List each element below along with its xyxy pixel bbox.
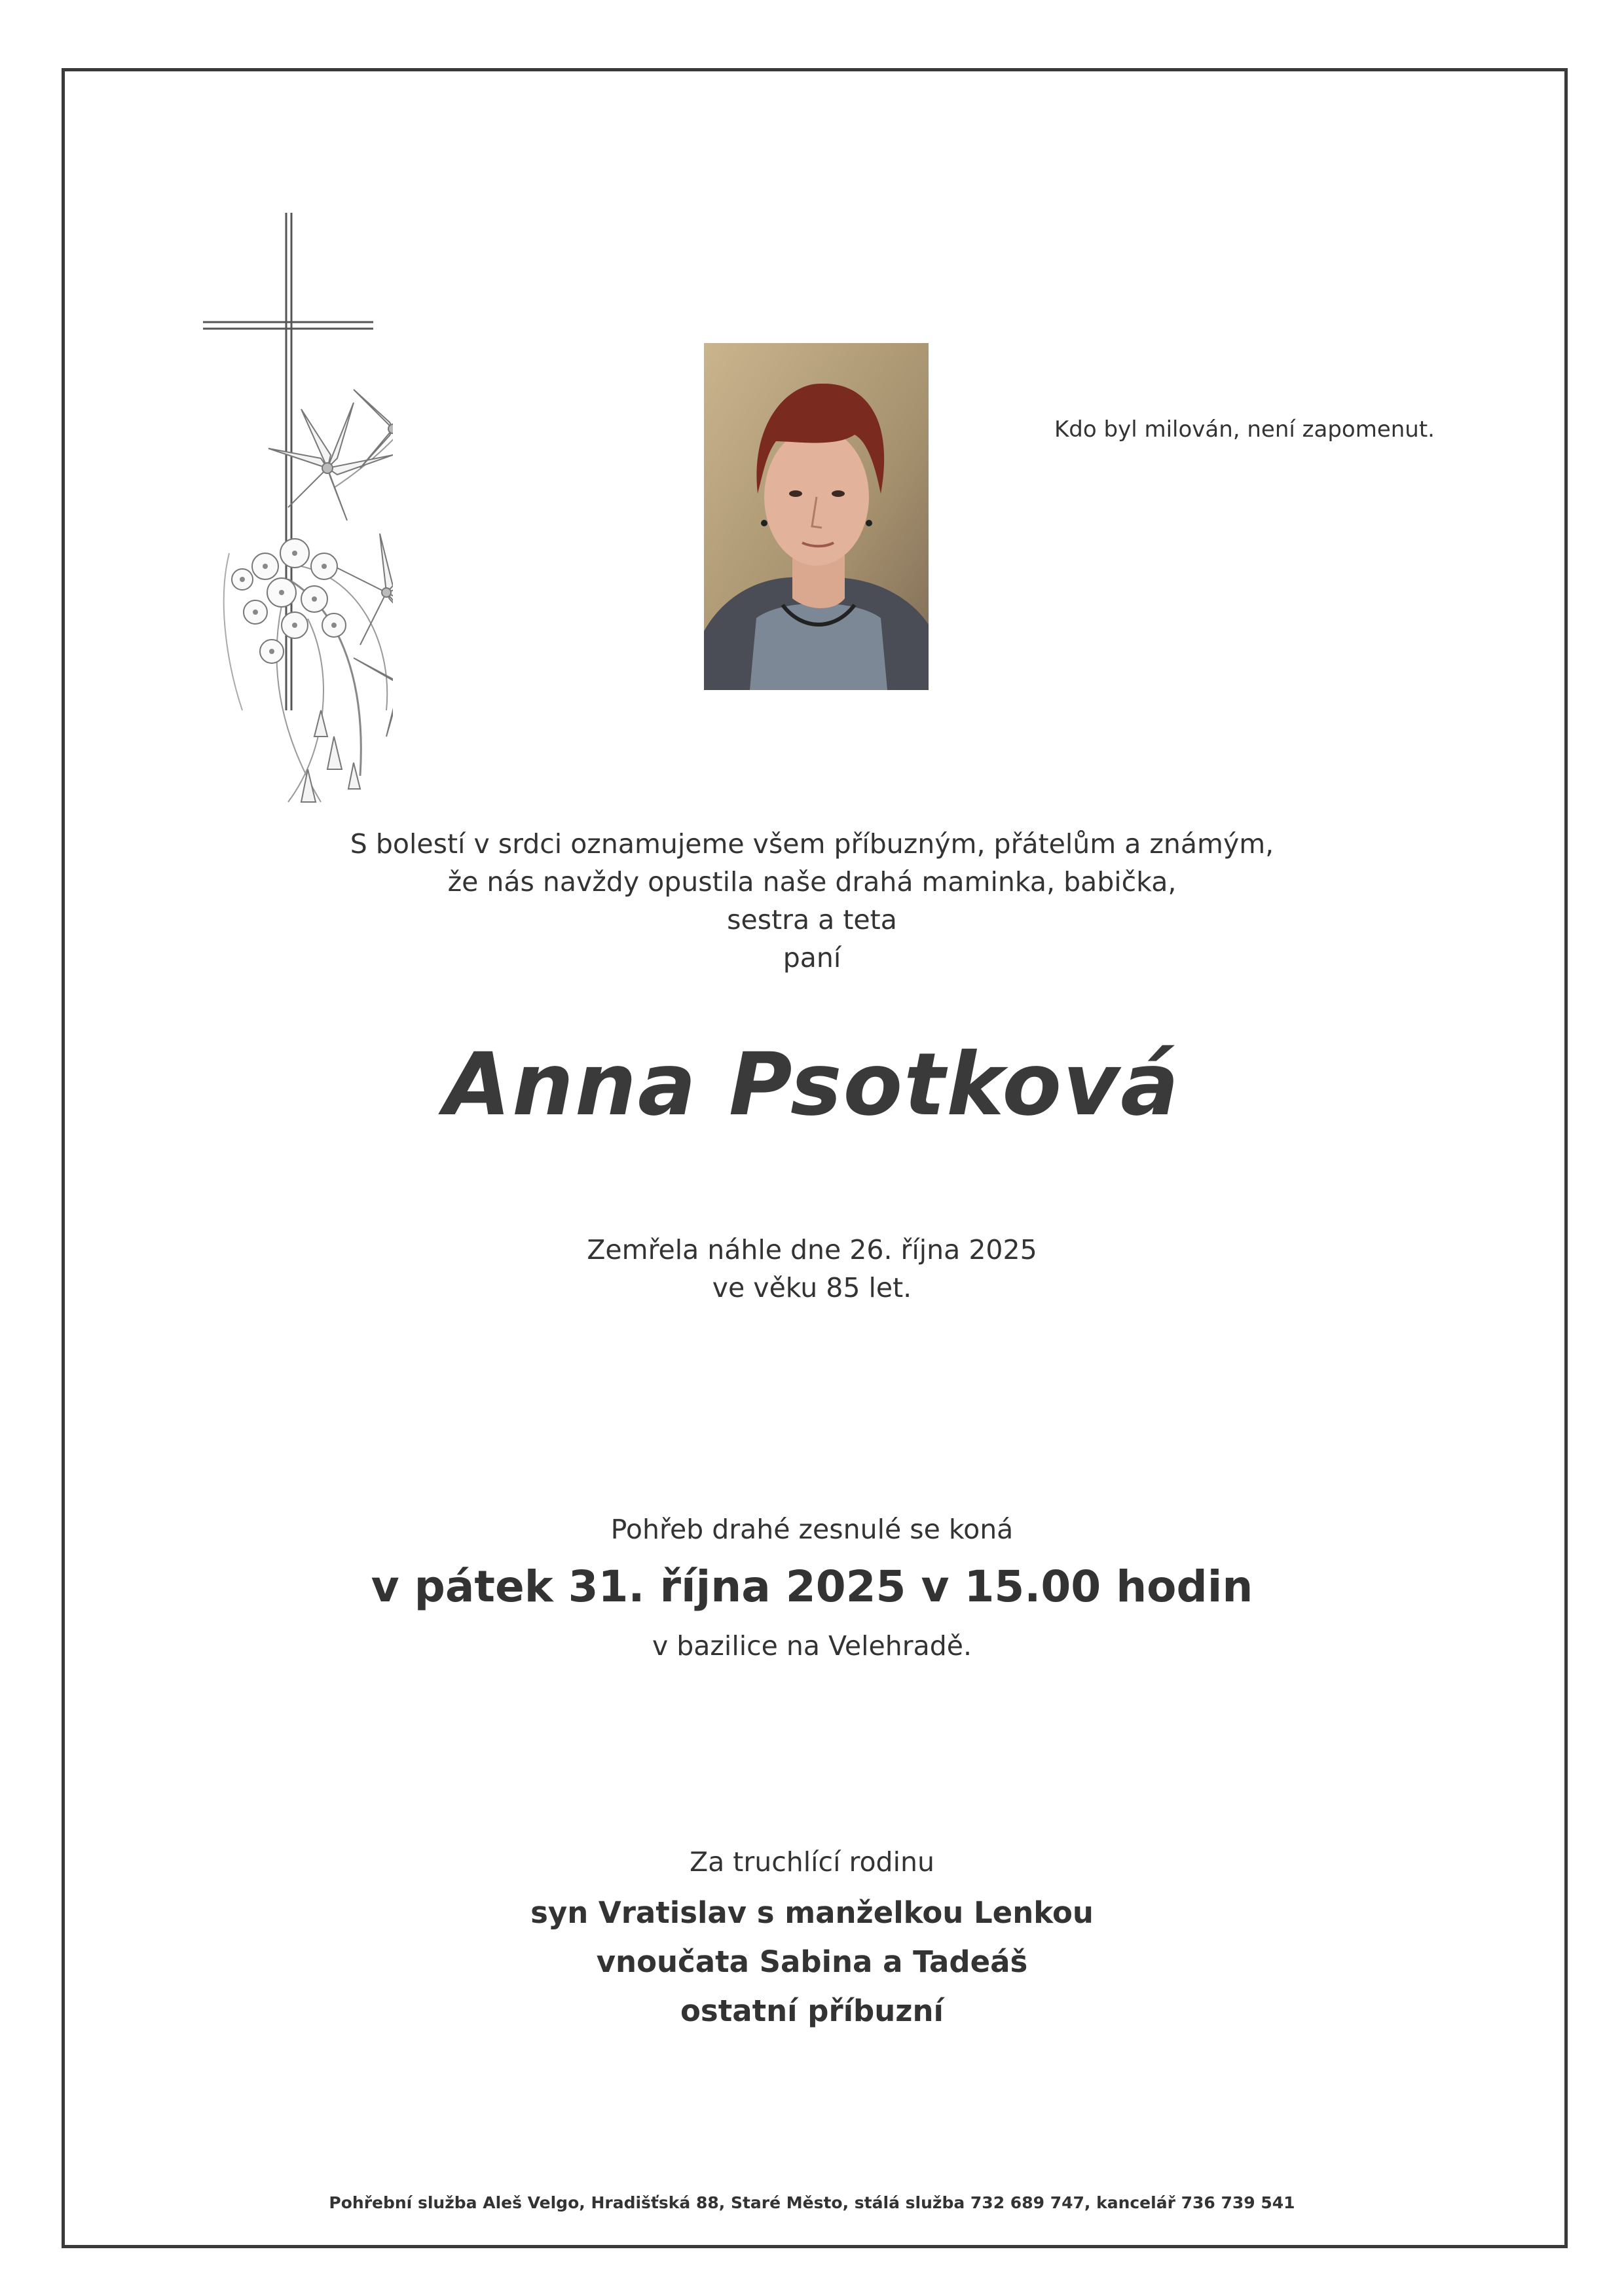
funeral-intro: Pohřeb drahé zesnulé se koná [610, 1514, 1014, 1545]
intro-line: že nás navždy opustila naše drahá maminka, babička, [447, 866, 1177, 898]
age: ve věku 85 let. [712, 1272, 912, 1303]
funeral-location: v bazilice na Velehradě. [652, 1630, 972, 1662]
announcement-intro [0, 825, 1624, 977]
death-info [0, 1231, 1624, 1307]
family-member: vnoučata Sabina a Tadeáš [596, 1944, 1028, 1979]
death-date: Zemřela náhle dne 26. října 2025 [587, 1234, 1037, 1266]
motto: Kdo byl milován, není zapomenut. [1054, 416, 1435, 443]
intro-line: sestra a teta [727, 904, 897, 936]
intro-line: paní [783, 942, 841, 974]
family-member: syn Vratislav s manželkou Lenkou [530, 1895, 1094, 1930]
funeral-datetime: v pátek 31. října 2025 v 15.00 hodin [371, 1561, 1253, 1612]
intro-line: S bolestí v srdci oznamujeme všem příbuzným, přátelům a známým, [350, 828, 1274, 860]
family-member: ostatní příbuzní [680, 1994, 944, 2028]
lily-bouquet-icon [224, 363, 393, 802]
portrait-photo [704, 343, 929, 690]
cross-with-lilies-icon [203, 213, 393, 828]
funeral-service-footer: Pohřební služba Aleš Velgo, Hradišťská 88, Staré Město, stálá služba 732 689 747, kancelář 736 739 541 [329, 2193, 1295, 2212]
family-intro: Za truchlící rodinu [690, 1846, 934, 1878]
deceased-name: Anna Psotková [443, 1034, 1181, 1135]
